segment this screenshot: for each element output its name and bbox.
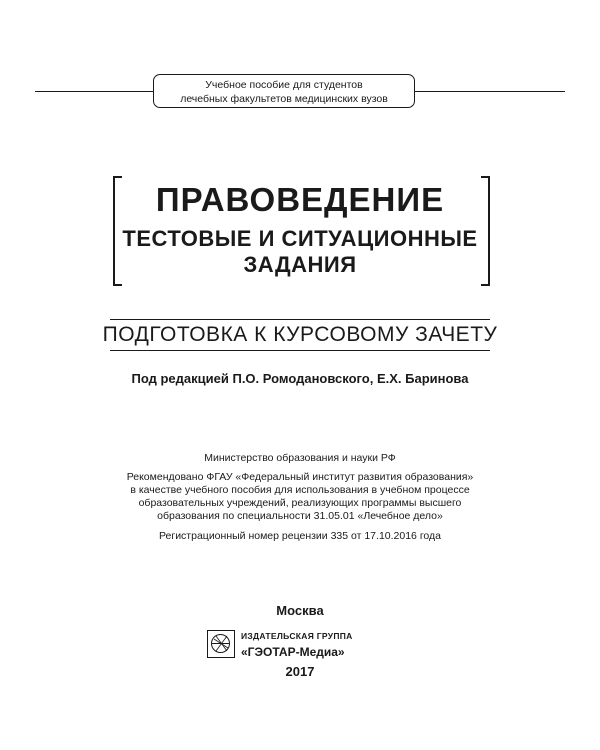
publisher-name: «ГЭОТАР-Медиа»: [241, 645, 345, 659]
book-title: ПРАВОВЕДЕНИЕ: [155, 181, 445, 218]
publisher-group: ИЗДАТЕЛЬСКАЯ ГРУППА: [241, 631, 353, 641]
badge-line-2: лечебных факультетов медицинских вузов: [180, 93, 388, 105]
recommendation-line: Рекомендовано ФГАУ «Федеральный институт развития образования»: [126, 471, 474, 483]
registration-line: Регистрационный номер рецензии 335 от 17.10.2016 года: [158, 530, 441, 542]
ministry-line: Министерство образования и науки РФ: [204, 452, 396, 464]
recommendation-line: образовательных учреждений, реализующих программы высшего: [138, 497, 462, 509]
section-heading: ПОДГОТОВКА К КУРСОВОМУ ЗАЧЕТУ: [102, 323, 498, 346]
recommendation-line: образования по специальности 31.05.01 «Лечебное дело»: [157, 510, 443, 522]
editors-line: Под редакцией П.О. Ромодановского, Е.Х. Баринова: [131, 371, 469, 386]
badge-line-1: Учебное пособие для студентов: [205, 79, 363, 91]
publisher-logo-icon: [208, 631, 233, 656]
top-rule-right: [415, 91, 565, 92]
subtitle-line-1: ТЕСТОВЫЕ И СИТУАЦИОННЫЕ: [122, 226, 478, 251]
recommendation-line: в качестве учебного пособия для использования в учебном процессе: [130, 484, 470, 496]
audience-badge: [153, 74, 415, 108]
section-rule-bottom: [110, 350, 490, 351]
subtitle-line-2: ЗАДАНИЯ: [243, 252, 357, 277]
publisher-logo: [207, 630, 235, 658]
city: Москва: [276, 603, 324, 618]
publication-year: 2017: [285, 664, 315, 679]
section-rule-top: [110, 319, 490, 320]
top-rule-left: [35, 91, 153, 92]
recommendation-block: [60, 471, 540, 523]
title-bracket-right: [481, 176, 490, 286]
book-subtitle: [120, 226, 480, 278]
